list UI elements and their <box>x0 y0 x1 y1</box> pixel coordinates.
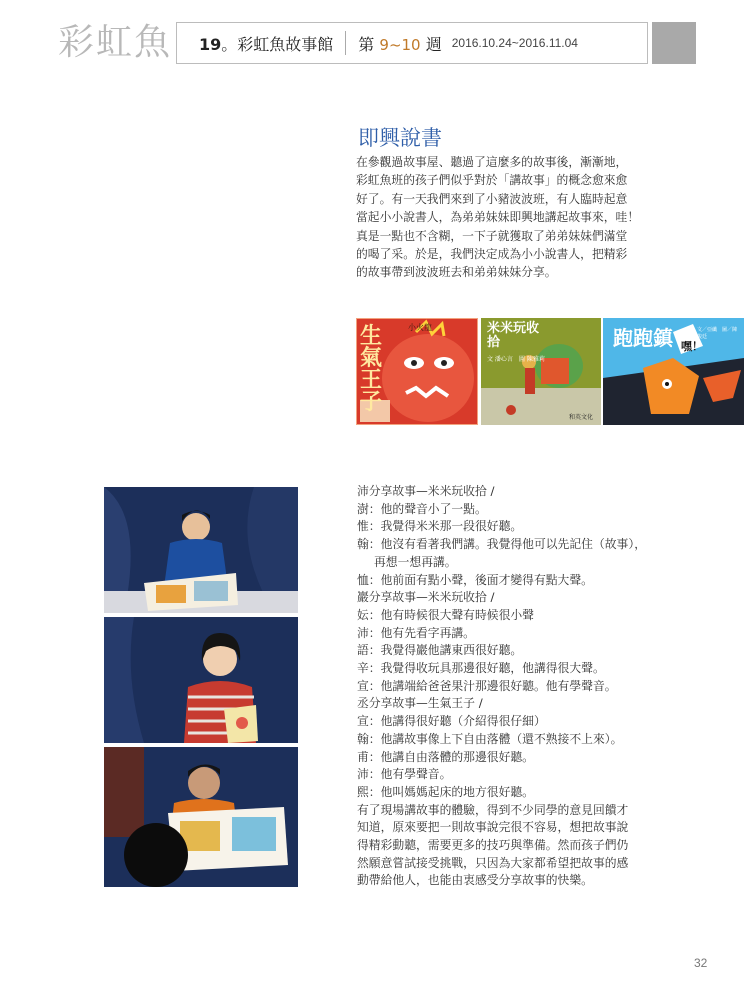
photo-boy-orange-shirt-image <box>104 747 298 887</box>
page-number: 32 <box>694 956 708 970</box>
photo-boy-blue-vest <box>104 487 298 613</box>
dialog-line: 沛分享故事—米米玩收拾 / <box>357 484 495 498</box>
week-suffix: 週 <box>425 34 442 54</box>
date-range: 2016.10.24~2016.11.04 <box>451 36 578 50</box>
dialog-line: 翰：他講故事像上下自由落體（還不熟接不上來）。 <box>357 731 623 746</box>
issue-name: 彩虹魚故事館 <box>237 34 334 54</box>
header-bar <box>176 22 648 64</box>
book-cover-paopao-town <box>603 318 744 425</box>
week-label <box>358 32 441 55</box>
brand-logo-text: 彩虹魚 <box>58 22 173 63</box>
book-cover-mimi <box>481 318 601 425</box>
dialog-line: 翰：他沒有看著我們講。我覺得他可以先記住（故事）， <box>357 537 647 552</box>
header-divider <box>345 31 346 55</box>
dialog-line: 丞分享故事—生氣王子 / <box>357 696 483 711</box>
dialog-line: 惟：我覺得米米那一段很好聽。 <box>357 519 523 534</box>
cover-title: 跑跑鎮 <box>613 326 673 350</box>
book-covers <box>356 318 744 425</box>
intro-line: 當起小小說書人，為弟弟妹妹即興地講起故事來，哇！ <box>356 210 640 225</box>
dialog-line: 甫：他講自由落體的那邊很好聽。 <box>357 749 534 764</box>
dialog-line: 熙：他叫媽媽起床的地方很好聽。 <box>357 784 534 799</box>
issue-title <box>199 32 333 55</box>
dialog-line: 再想一想再講。 <box>374 554 457 569</box>
dialog-line: 沛：他有學聲音。 <box>357 767 452 782</box>
cover-title: 生氣王子 <box>360 324 383 415</box>
issue-separator: 。 <box>221 34 238 54</box>
dialog-line: 語：我覺得巖他講東西很好聽。 <box>357 643 523 658</box>
section-title: 即興說書 <box>358 126 442 150</box>
intro-line: 真是一點也不含糊，一下子就獲取了弟弟妹妹們滿堂 <box>356 228 628 243</box>
photo-girl-striped-shirt <box>104 617 298 743</box>
closing-line: 得精彩動聽，需要更多的技巧與準備。然而孩子們仍 <box>357 838 629 853</box>
intro-line: 好了。有一天我們來到了小豬波波班，有人臨時起意 <box>356 191 628 206</box>
cover-badge: 小火龍 <box>408 323 432 332</box>
closing-paragraph <box>357 802 667 891</box>
photo-girl-striped-shirt-image <box>104 617 298 743</box>
dialog-line: 沛：他有先看字再講。 <box>357 625 475 640</box>
header-gray-block <box>652 22 696 64</box>
intro-line: 彩虹魚班的孩子們似乎對於「講故事」的概念愈來愈 <box>356 173 628 188</box>
discussion-text <box>357 483 667 890</box>
issue-number: 19 <box>199 34 222 54</box>
closing-line: 然願意嘗試接受挑戰，只因為大家都希望把故事的感 <box>357 855 629 870</box>
photo-boy-orange-shirt <box>104 747 298 887</box>
dialog-line: 妘：他有時候很大聲有時候很小聲 <box>357 607 534 622</box>
dialog-line: 恤：他前面有點小聲，後面才變得有點大聲。 <box>357 572 593 587</box>
closing-line: 動帶給他人，也能由衷感受分享故事的快樂。 <box>357 873 593 888</box>
week-range: 9~10 <box>379 35 421 54</box>
intro-paragraph <box>356 153 658 282</box>
cover-title: 米米玩收拾 <box>487 321 540 350</box>
dialog-line: 巖分享故事—米米玩收拾 / <box>357 590 495 605</box>
photo-boy-blue-vest-image <box>104 487 298 613</box>
cover-shout: 嘿！ <box>681 340 703 353</box>
cover-publisher: 和英文化 <box>569 414 594 421</box>
cover-author: 文／亞纖 圖／陳俊廷 <box>697 327 738 340</box>
week-prefix: 第 <box>358 34 375 54</box>
dialog-line: 宣：他講得很好聽（介紹得很仔細） <box>357 714 546 729</box>
cover-author: 文 潘心言 圖 陳雅莉 <box>487 356 545 363</box>
dialog-line: 宣：他講端給爸爸果汁那邊很好聽。他有學聲音。 <box>357 678 617 693</box>
intro-line: 的喝了采。於是，我們決定成為小小說書人，把精彩 <box>356 247 628 262</box>
book-cover-angry-prince <box>356 318 478 425</box>
intro-line: 的故事帶到波波班去和弟弟妹妹分享。 <box>356 265 557 280</box>
dialog-line: 澍：他的聲音小了一點。 <box>357 501 487 516</box>
closing-line: 有了現場講故事的體驗，得到不少同學的意見回饋才 <box>357 802 629 817</box>
intro-line: 在參觀過故事屋、聽過了這麼多的故事後，漸漸地， <box>356 155 628 169</box>
dialog-line: 辛：我覺得收玩具那邊很好聽，他講得很大聲。 <box>357 661 605 676</box>
closing-line: 知道，原來要把一則故事說完很不容易，想把故事說 <box>357 820 629 835</box>
